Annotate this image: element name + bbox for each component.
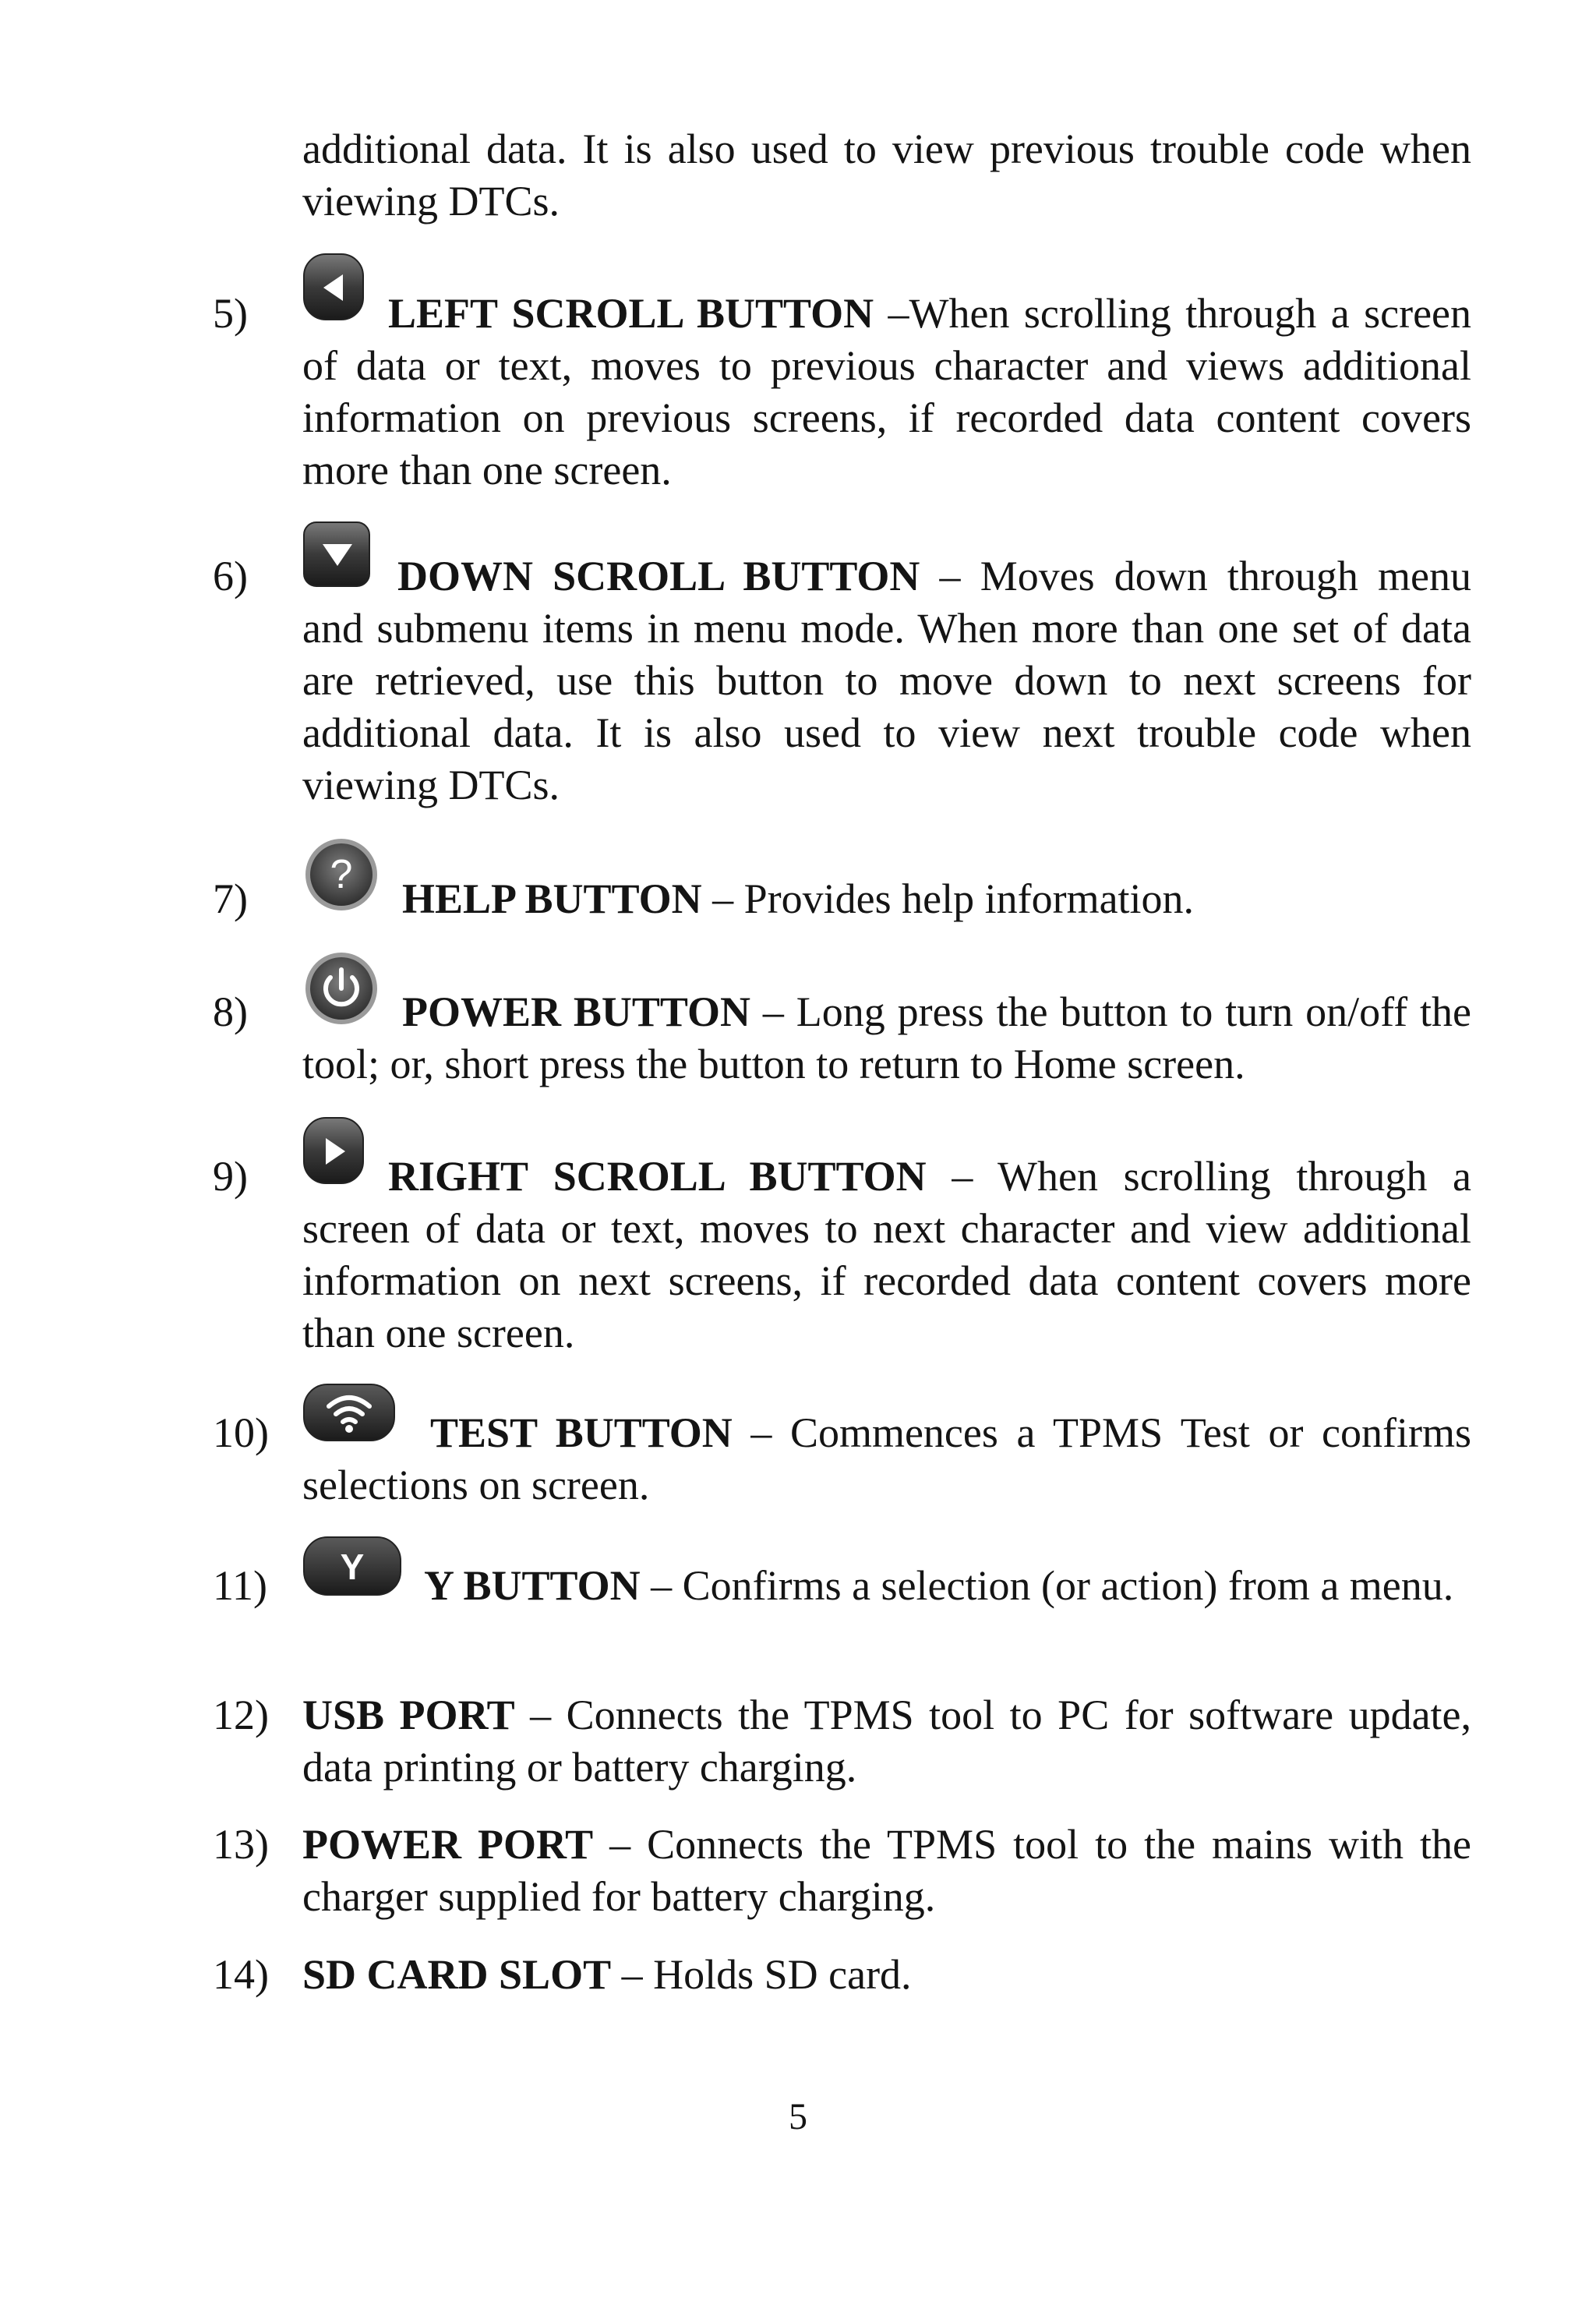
- item-test-button: [302, 1407, 1471, 1511]
- item-title: Y BUTTON: [424, 1562, 641, 1609]
- item-left-scroll: [302, 288, 1471, 497]
- item-right-scroll: [302, 1151, 1471, 1359]
- item-power-button: [302, 986, 1471, 1091]
- item-separator: –: [593, 1821, 648, 1868]
- item-title: TEST BUTTON: [430, 1409, 733, 1456]
- item-separator: –: [926, 1153, 998, 1200]
- item-description: Holds SD card.: [653, 1951, 912, 1998]
- item-number: 9): [213, 1153, 248, 1200]
- item-usb-port: [302, 1689, 1471, 1794]
- item-number: 12): [213, 1692, 269, 1738]
- item-separator: –: [611, 1951, 654, 1998]
- item-number: 10): [213, 1409, 269, 1456]
- item-description: Confirms a selection (or action) from a menu.: [682, 1562, 1454, 1609]
- item-description: Connects the TPMS tool to PC for software update, data printing or battery charging.: [302, 1692, 1472, 1791]
- item-title: POWER PORT: [302, 1821, 594, 1868]
- y-button-label: Y: [340, 1547, 365, 1587]
- item-description: Moves down through menu and submenu items in menu mode. When more than one set of data are retrieved, use this button to move down to next screens for additional data. It is also used to view next trouble code when viewing DTCs.: [302, 553, 1472, 808]
- item-number: 8): [213, 988, 248, 1035]
- item-number: 14): [213, 1951, 269, 1998]
- item-separator: –: [732, 1409, 790, 1456]
- item-help: [302, 873, 1471, 925]
- item-number: 6): [213, 553, 248, 599]
- item-separator: –: [701, 875, 744, 922]
- item-separator: –: [920, 553, 980, 599]
- item-separator: –: [874, 290, 909, 337]
- item-down-scroll: [302, 550, 1471, 811]
- item-separator: –: [750, 988, 796, 1035]
- item-y-button: [302, 1560, 1471, 1612]
- item-title: USB PORT: [302, 1692, 515, 1738]
- item-description: When scrolling through a screen of data or text, moves to previous character and views additional information on previous screens, if recorded data content covers more than one screen.: [302, 290, 1472, 493]
- item-title: DOWN SCROLL BUTTON: [397, 553, 920, 599]
- item-separator: –: [514, 1692, 567, 1738]
- item-power-port: [302, 1819, 1471, 1923]
- item-description: Long press the button to turn on/off the tool; or, short press the button to return to Home screen.: [302, 988, 1472, 1087]
- item-number: 11): [213, 1562, 267, 1609]
- item-number: 13): [213, 1821, 269, 1868]
- item-description: Provides help information.: [743, 875, 1195, 922]
- item-sd-card-slot: [302, 1949, 1471, 2001]
- item-title: POWER BUTTON: [402, 988, 750, 1035]
- item-number: 5): [213, 290, 248, 337]
- item-description: Connects the TPMS tool to the mains with the charger supplied for battery charging.: [302, 1821, 1471, 1920]
- item-title: SD CARD SLOT: [302, 1951, 612, 1998]
- svg-text:?: ?: [330, 852, 353, 897]
- item-title: LEFT SCROLL BUTTON: [388, 290, 874, 337]
- item-number: 7): [213, 875, 248, 922]
- page-number: 5: [789, 2096, 807, 2137]
- item-description: Commences a TPMS Test or confirms selections on screen.: [302, 1409, 1471, 1508]
- item-title: HELP BUTTON: [402, 875, 702, 922]
- intro-paragraph: additional data. It is also used to view previous trouble code when viewing DTCs.: [302, 126, 1471, 224]
- item-separator: –: [640, 1562, 683, 1609]
- item-title: RIGHT SCROLL BUTTON: [388, 1153, 927, 1200]
- item-description: When scrolling through a screen of data or text, moves to next character and view additional information on next screens, if recorded data content covers more than one screen.: [302, 1153, 1471, 1356]
